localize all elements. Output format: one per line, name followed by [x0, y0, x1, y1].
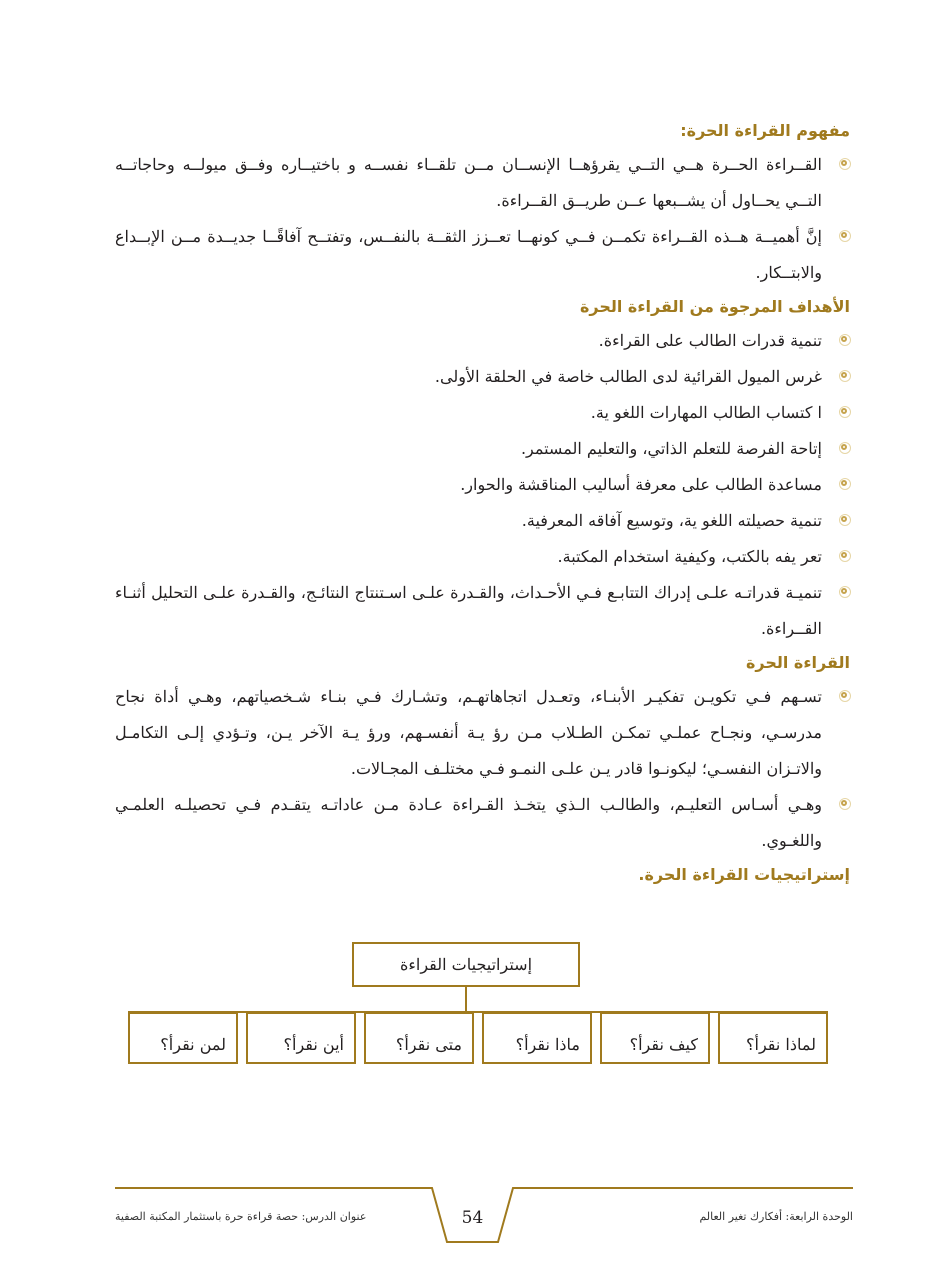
bullet-icon: [841, 160, 847, 166]
section-heading-goals: الأهداف المرجوة من القراءة الحرة: [579, 297, 850, 316]
section-heading-free-reading: القراءة الحرة: [745, 653, 850, 672]
free-reading-list: [115, 679, 850, 859]
diagram-root-box: إستراتيجيات القراءة: [352, 942, 580, 987]
list-item: ا كتساب الطالب المهارات اللغو ية.: [115, 395, 850, 431]
list-item: مساعدة الطالب على معرفة أساليب المناقشة والحوار.: [115, 467, 850, 503]
goals-list: [115, 323, 850, 647]
bullet-icon: [841, 588, 847, 594]
bullet-icon: [841, 444, 847, 450]
section-heading-concept: مفهوم القراءة الحرة:: [680, 121, 850, 140]
bullet-icon: [841, 408, 847, 414]
diagram-child-box: لماذا نقرأ؟: [718, 1012, 828, 1064]
diagram-child-box: لمن نقرأ؟: [128, 1012, 238, 1064]
lesson-title: عنوان الدرس: حصة قراءة حرة باستثمار المكتبة الصفية: [115, 1210, 367, 1223]
bullet-icon: [841, 800, 847, 806]
diagram-child-box: أين نقرأ؟: [246, 1012, 356, 1064]
bullet-icon: [841, 480, 847, 486]
diagram-child-box: كيف نقرأ؟: [600, 1012, 710, 1064]
bullet-icon: [841, 516, 847, 522]
bullet-icon: [841, 372, 847, 378]
bullet-icon: [841, 232, 847, 238]
list-item: تنميـة قدراتـه علـى إدراك التتابـع فـي الأحـداث، والقـدرة علـى اسـتنتاج النتائـج، والقـدرة علـى التحليل أثنـاء القــراءة.: [115, 575, 850, 647]
strategies-diagram: [128, 942, 828, 1067]
bullet-icon: [841, 336, 847, 342]
unit-title: الوحدة الرابعة: أفكارك تغير العالم: [699, 1210, 853, 1223]
page-number: 54: [461, 1208, 484, 1228]
list-item: إتاحة الفرصة للتعلم الذاتي، والتعليم المستمر.: [115, 431, 850, 467]
bullet-icon: [841, 552, 847, 558]
page-content: [115, 115, 850, 891]
list-item: غرس الميول القرائية لدى الطالب خاصة في الحلقة الأولى.: [115, 359, 850, 395]
strategies-heading: إستراتيجيات القراءة الحرة.: [638, 865, 850, 884]
list-item: تنمية قدرات الطالب على القراءة.: [115, 323, 850, 359]
diagram-child-box: متى نقرأ؟: [364, 1012, 474, 1064]
bullet-icon: [841, 692, 847, 698]
diagram-child-box: ماذا نقرأ؟: [482, 1012, 592, 1064]
list-item: تعر يفه بالكتب، وكيفية استخدام المكتبة.: [115, 539, 850, 575]
list-item: تنمية حصيلته اللغو ية، وتوسيع آفاقه المعرفية.: [115, 503, 850, 539]
list-item: إنَّ أهميــة هــذه القــراءة تكمــن فــي كونهــا تعــزز الثقــة بالنفــس، وتفتــح آفاقًــا جديــدة مــن الإبــداع والابتــكار.: [115, 219, 850, 291]
list-item: القــراءة الحــرة هــي التــي يقرؤهــا الإنســان مــن تلقــاء نفســه و باختيــاره وفــق ميولــه وحاجاتــه التــي يحــاول أن يشــبعها عــن طريــق القــراءة.: [115, 147, 850, 219]
list-item: وهـي أسـاس التعليـم، والطالـب الـذي يتخـذ القـراءة عـادة مـن عاداتـه يتقـدم فـي تحصيلـه العلمـي واللغـوي.: [115, 787, 850, 859]
connector-vertical: [465, 987, 467, 1012]
list-item: تسـهم فـي تكويـن تفكيـر الأبنـاء، وتعـدل اتجاهاتهـم، وتشـارك فـي بنـاء شـخصياتهم، وهـي أداة نجاح مدرسـي، ونجـاح عملـي تمكـن الطـلاب مـن رؤ يـة أنفسـهم، ورؤ يـة الآخر يـن، وتـؤدي إلـى التكامـل والاتـزان النفسـي؛ ليكونـوا قادر يـن علـى النمـو فـي مختلـف المجـالات.: [115, 679, 850, 787]
page-footer: [0, 1180, 945, 1250]
concept-list: [115, 147, 850, 291]
